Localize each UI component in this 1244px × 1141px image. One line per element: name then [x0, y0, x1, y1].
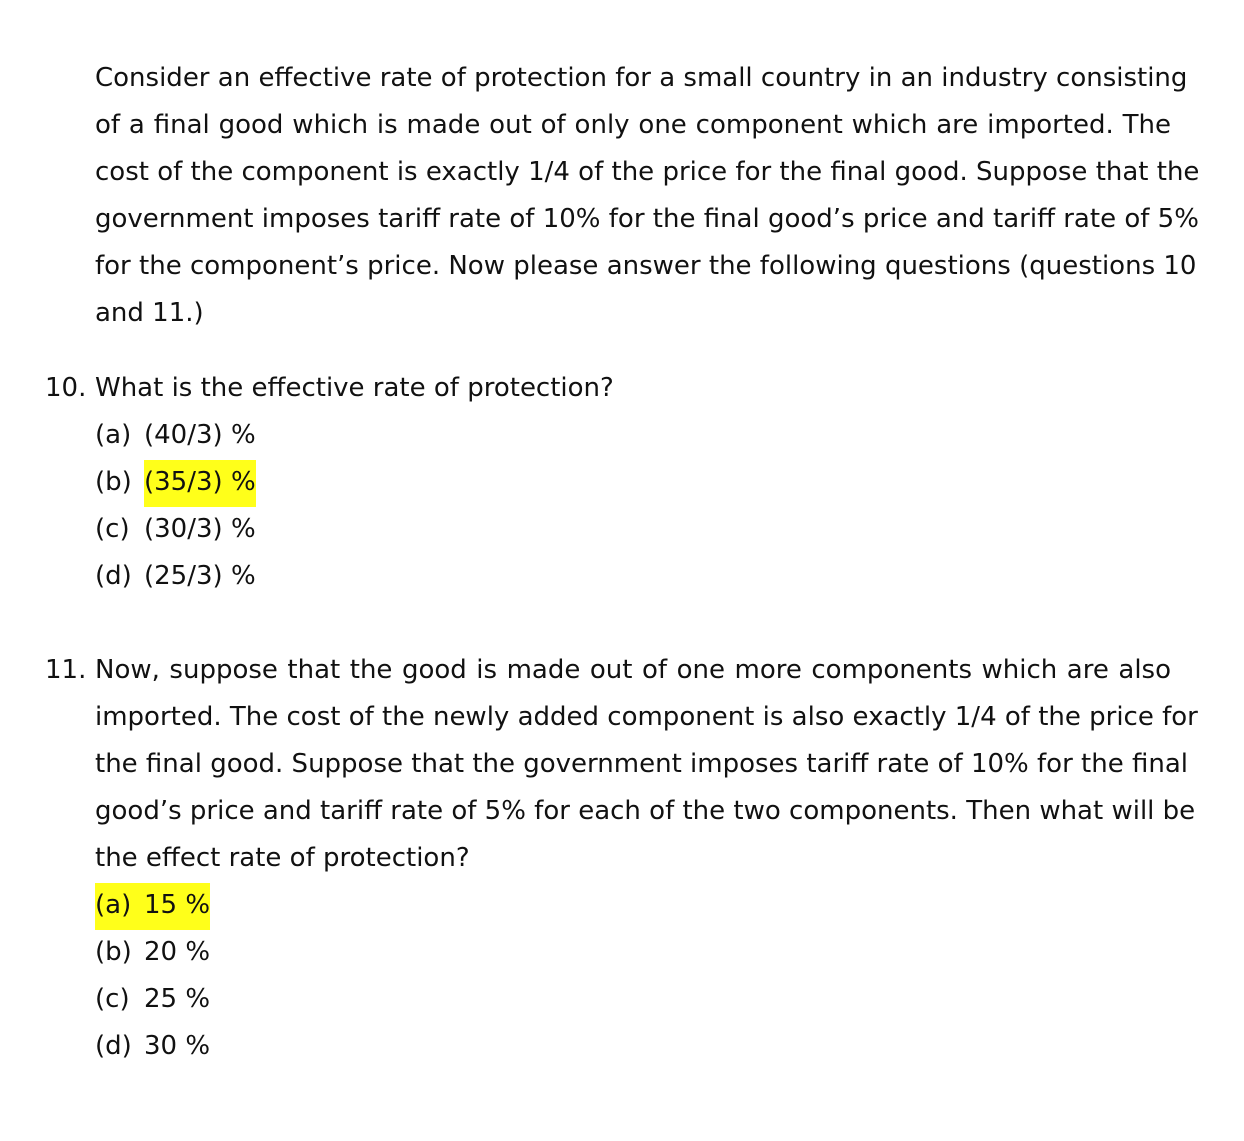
intro-line: cost of the component is exactly 1/4 of the price for the final good. Suppose that the: [95, 157, 1200, 187]
intro-line: for the component’s price. Now please answer the following questions (questions 10: [95, 251, 1197, 281]
question-number: 11.: [45, 655, 87, 685]
question-10-options: [95, 413, 1171, 601]
question-text-line: the final good. Suppose that the government imposes tariff rate of 10% for the final: [95, 749, 1188, 779]
option-letter: (b): [95, 467, 132, 497]
option-letter: (b): [95, 937, 132, 967]
intro-line: and 11.): [95, 298, 204, 328]
option-text: (40/3) %: [144, 420, 256, 450]
option-a-highlighted: [95, 883, 1171, 930]
option-letter: (c): [95, 514, 130, 544]
intro-line: Consider an effective rate of protection for a small country in an industry consisting: [95, 63, 1188, 93]
question-10: [45, 366, 1171, 601]
option-letter: (a): [95, 420, 132, 450]
question-text-line: the effect rate of protection?: [95, 843, 470, 873]
intro-paragraph: [95, 56, 1200, 338]
option-d: [95, 1024, 1171, 1071]
option-text: 15 %: [144, 890, 211, 920]
highlighted-answer: (35/3) %: [144, 460, 256, 507]
option-c: [95, 977, 1171, 1024]
question-11: [45, 648, 1198, 1071]
question-11-options: [95, 883, 1171, 1071]
intro-line: of a final good which is made out of only one component which are imported. The: [95, 110, 1171, 140]
highlighted-answer: [95, 883, 210, 930]
question-text: Now, suppose that the good is made out of one more components which are also: [95, 655, 1171, 685]
intro-line: government imposes tariff rate of 10% for the final good’s price and tariff rate of 5%: [95, 204, 1199, 234]
option-text: 25 %: [144, 984, 211, 1014]
option-b-highlighted: [95, 460, 1171, 507]
question-10-stem: [45, 366, 1171, 413]
question-number: 10.: [45, 373, 87, 403]
option-letter: (d): [95, 561, 132, 591]
question-text-line: imported. The cost of the newly added component is also exactly 1/4 of the price for: [95, 702, 1198, 732]
question-text-line: good’s price and tariff rate of 5% for each of the two components. Then what will be: [95, 796, 1196, 826]
option-letter: (d): [95, 1031, 132, 1061]
option-letter: (c): [95, 984, 130, 1014]
question-text: What is the effective rate of protection?: [95, 373, 614, 403]
option-a: [95, 413, 1171, 460]
option-c: [95, 507, 1171, 554]
option-text: (25/3) %: [144, 561, 256, 591]
question-11-stem: [45, 648, 1171, 695]
option-letter: (a): [95, 890, 132, 920]
option-text: (30/3) %: [144, 514, 256, 544]
option-b: [95, 930, 1171, 977]
option-text: 30 %: [144, 1031, 211, 1061]
option-text: 20 %: [144, 937, 211, 967]
option-d: [95, 554, 1171, 601]
